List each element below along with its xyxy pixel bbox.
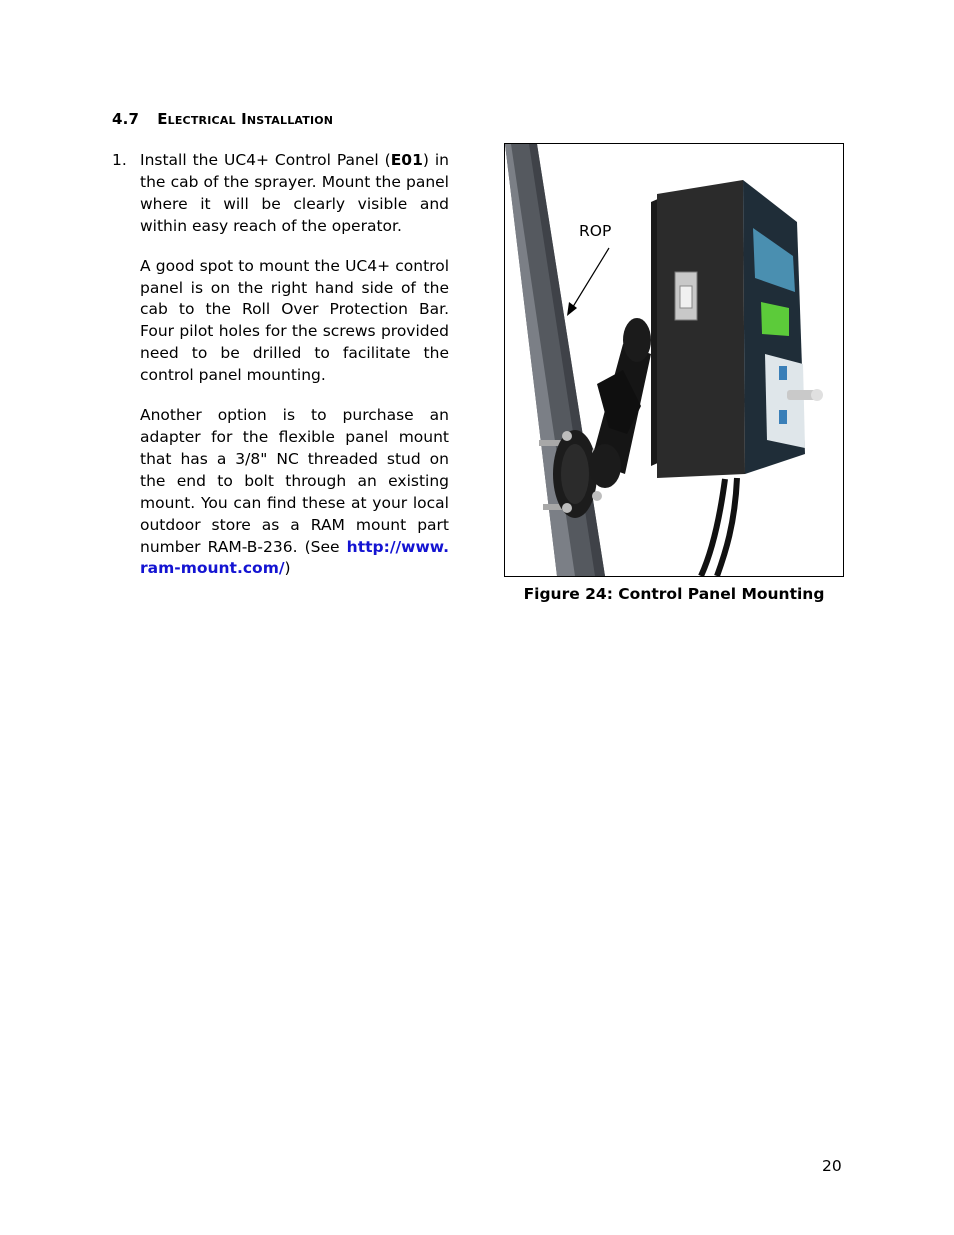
instructions-column — [112, 150, 449, 598]
screw — [539, 440, 561, 446]
figure-caption: Figure 24: Control Panel Mounting — [523, 585, 825, 603]
section-heading — [112, 110, 333, 128]
section-number: 4.7 — [112, 110, 140, 128]
section-title: Electrical Installation — [157, 110, 334, 128]
lcd-screen — [761, 302, 789, 336]
rop-arrow — [571, 248, 609, 310]
step-paragraph-1: Install the UC4+ Control Panel (E01) in the cab of the sprayer. Mount the panel where it will be clearly visible and within easy reach of the operator. — [140, 151, 450, 235]
figure-control-panel-mounting — [504, 143, 844, 577]
step-paragraph-3: Another option is to purchase an adapter for the flexible panel mount that has a 3/8" NC threaded stud on the end to bolt through an existing mount. You can find these at your local outdoor store as a RAM mount part number RAM-B-236. (See http://www.ram-mount.com/) — [140, 406, 449, 578]
step-paragraph-2: A good spot to mount the UC4+ control panel is on the right hand side of the cab to the Roll Over Protection Bar. Four pilot holes for the screws provided need to be drilled to facilitate the control panel mounting. — [140, 256, 449, 385]
mounting-illustration — [505, 144, 843, 576]
rop-label: ROP — [579, 222, 612, 240]
page-number: 20 — [822, 1157, 842, 1175]
ram-mount-link[interactable]: http://www.ram-mount.com/ — [140, 537, 449, 578]
control-panel-box — [657, 180, 745, 478]
part-code: E01 — [390, 151, 423, 169]
step-number: 1. — [112, 151, 127, 169]
step-item — [112, 150, 449, 580]
